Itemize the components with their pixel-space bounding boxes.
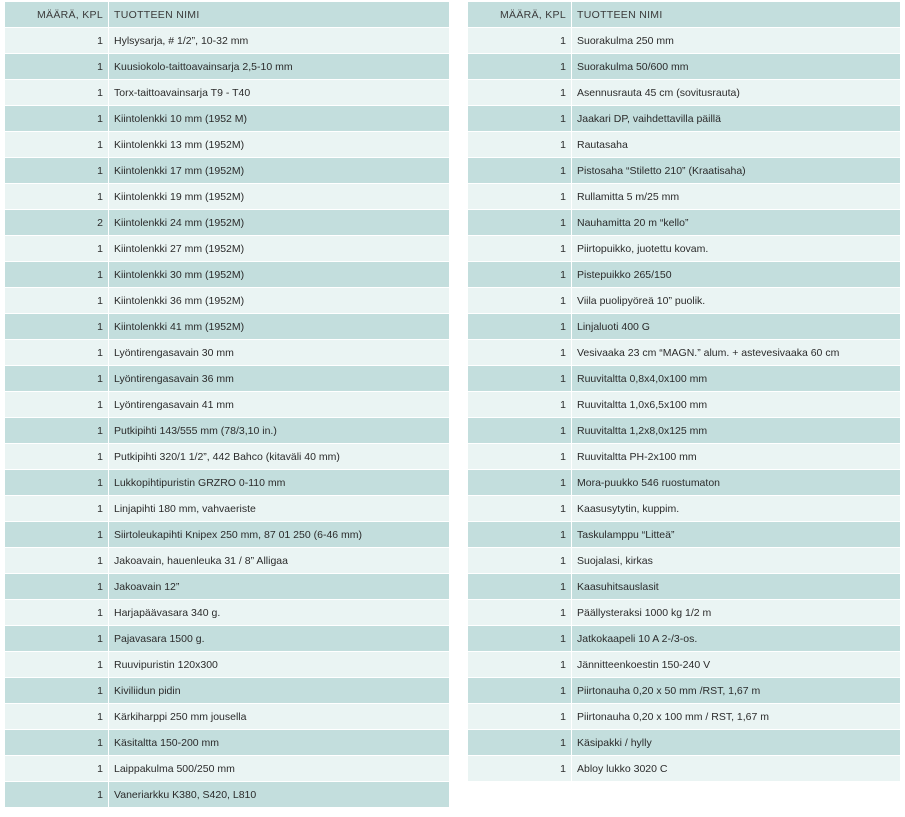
table-header-row (5, 2, 449, 28)
quantity-cell: 1 (5, 184, 109, 210)
table-row (468, 392, 900, 418)
table-row (5, 132, 449, 158)
table-row (5, 158, 449, 184)
quantity-cell: 1 (468, 704, 572, 730)
table-row (468, 184, 900, 210)
product-name-cell: Abloy lukko 3020 C (572, 756, 900, 782)
quantity-cell: 1 (5, 418, 109, 444)
quantity-cell: 1 (5, 652, 109, 678)
quantity-cell: 1 (468, 28, 572, 54)
product-name-cell: Käsitaltta 150-200 mm (109, 730, 449, 756)
quantity-cell: 1 (468, 678, 572, 704)
product-name-cell: Viila puolipyöreä 10” puolik. (572, 288, 900, 314)
table-row (5, 236, 449, 262)
table-row (5, 652, 449, 678)
quantity-cell: 1 (468, 444, 572, 470)
quantity-cell: 1 (5, 782, 109, 808)
product-name-cell: Kiviliidun pidin (109, 678, 449, 704)
quantity-cell: 1 (5, 158, 109, 184)
quantity-cell: 1 (5, 470, 109, 496)
table-row (5, 210, 449, 236)
table-row (468, 444, 900, 470)
product-name-cell: Kiintolenkki 17 mm (1952M) (109, 158, 449, 184)
product-name-cell: Jakoavain 12” (109, 574, 449, 600)
table-row (468, 652, 900, 678)
table-row (5, 704, 449, 730)
table-row (468, 80, 900, 106)
table-row (468, 262, 900, 288)
quantity-cell: 1 (5, 600, 109, 626)
product-name-cell: Ruuvitaltta PH-2x100 mm (572, 444, 900, 470)
quantity-cell: 1 (468, 652, 572, 678)
quantity-cell: 1 (468, 470, 572, 496)
product-name-cell: Ruuvipuristin 120x300 (109, 652, 449, 678)
table-row (5, 288, 449, 314)
table-row (5, 626, 449, 652)
table-row (5, 392, 449, 418)
product-name-cell: Käsipakki / hylly (572, 730, 900, 756)
table-row (5, 80, 449, 106)
table-row (468, 522, 900, 548)
product-name-cell: Pistepuikko 265/150 (572, 262, 900, 288)
table-row (468, 548, 900, 574)
quantity-cell: 1 (5, 288, 109, 314)
table-row (468, 418, 900, 444)
product-name-cell: Kaasusytytin, kuppim. (572, 496, 900, 522)
product-name-cell: Asennusrauta 45 cm (sovitusrauta) (572, 80, 900, 106)
quantity-cell: 1 (5, 28, 109, 54)
table-row (5, 418, 449, 444)
quantity-cell: 1 (5, 730, 109, 756)
table-header-row (468, 2, 900, 28)
table-row (468, 28, 900, 54)
table-row (468, 600, 900, 626)
quantity-cell: 1 (468, 600, 572, 626)
table-row (5, 54, 449, 80)
product-name-cell: Rullamitta 5 m/25 mm (572, 184, 900, 210)
product-name-cell: Kiintolenkki 41 mm (1952M) (109, 314, 449, 340)
product-name-cell: Rautasaha (572, 132, 900, 158)
product-name-cell: Suojalasi, kirkas (572, 548, 900, 574)
product-name-cell: Harjapäävasara 340 g. (109, 600, 449, 626)
quantity-cell: 1 (468, 548, 572, 574)
quantity-cell: 1 (468, 210, 572, 236)
product-name-cell: Pajavasara 1500 g. (109, 626, 449, 652)
product-name-cell: Ruuvitaltta 0,8x4,0x100 mm (572, 366, 900, 392)
table-row (5, 444, 449, 470)
product-name-cell: Jaakari DP, vaihdettavilla päillä (572, 106, 900, 132)
table-row (5, 600, 449, 626)
product-name-cell: Pistosaha “Stiletto 210” (Kraatisaha) (572, 158, 900, 184)
quantity-cell: 1 (468, 236, 572, 262)
table-row (5, 782, 449, 808)
quantity-cell: 1 (468, 132, 572, 158)
quantity-cell: 1 (468, 392, 572, 418)
qty-column-header: MÄÄRÄ, KPL (468, 2, 572, 28)
quantity-cell: 1 (5, 678, 109, 704)
table-row (468, 340, 900, 366)
product-name-cell: Ruuvitaltta 1,2x8,0x125 mm (572, 418, 900, 444)
quantity-cell: 1 (5, 626, 109, 652)
table-row (468, 496, 900, 522)
product-name-cell: Vaneriarkku K380, S420, L810 (109, 782, 449, 808)
product-name-cell: Kärkiharppi 250 mm jousella (109, 704, 449, 730)
table-row (468, 366, 900, 392)
product-name-cell: Laippakulma 500/250 mm (109, 756, 449, 782)
product-name-cell: Kaasuhitsauslasit (572, 574, 900, 600)
table-row (5, 314, 449, 340)
product-name-cell: Kiintolenkki 13 mm (1952M) (109, 132, 449, 158)
product-name-cell: Suorakulma 250 mm (572, 28, 900, 54)
quantity-cell: 1 (5, 574, 109, 600)
product-name-cell: Piirtonauha 0,20 x 50 mm /RST, 1,67 m (572, 678, 900, 704)
name-column-header: TUOTTEEN NIMI (109, 2, 449, 28)
table-row (468, 756, 900, 782)
product-name-cell: Siirtoleukapihti Knipex 250 mm, 87 01 250 (6-46 mm) (109, 522, 449, 548)
product-name-cell: Putkipihti 143/555 mm (78/3,10 in.) (109, 418, 449, 444)
product-name-cell: Jännitteenkoestin 150-240 V (572, 652, 900, 678)
quantity-cell: 1 (468, 314, 572, 340)
quantity-cell: 1 (468, 262, 572, 288)
product-name-cell: Ruuvitaltta 1,0x6,5x100 mm (572, 392, 900, 418)
quantity-cell: 1 (468, 418, 572, 444)
quantity-cell: 1 (5, 444, 109, 470)
product-name-cell: Kiintolenkki 30 mm (1952M) (109, 262, 449, 288)
quantity-cell: 1 (468, 366, 572, 392)
product-name-cell: Päällysteraksi 1000 kg 1/2 m (572, 600, 900, 626)
table-row (468, 730, 900, 756)
table-row (5, 262, 449, 288)
product-name-cell: Nauhamitta 20 m “kello” (572, 210, 900, 236)
quantity-cell: 1 (468, 106, 572, 132)
table-row (5, 730, 449, 756)
table-row (5, 184, 449, 210)
quantity-cell: 1 (468, 574, 572, 600)
product-name-cell: Jakoavain, hauenleuka 31 / 8” Alligaa (109, 548, 449, 574)
quantity-cell: 1 (5, 80, 109, 106)
table-row (5, 28, 449, 54)
product-name-cell: Putkipihti 320/1 1/2”, 442 Bahco (kitaväli 40 mm) (109, 444, 449, 470)
table-row (5, 678, 449, 704)
product-name-cell: Piirtonauha 0,20 x 100 mm / RST, 1,67 m (572, 704, 900, 730)
quantity-cell: 1 (5, 392, 109, 418)
name-column-header: TUOTTEEN NIMI (572, 2, 900, 28)
product-name-cell: Lyöntirengasavain 41 mm (109, 392, 449, 418)
quantity-cell: 1 (5, 704, 109, 730)
product-name-cell: Hylsysarja, # 1/2”, 10-32 mm (109, 28, 449, 54)
product-name-cell: Torx-taittoavainsarja T9 - T40 (109, 80, 449, 106)
quantity-cell: 1 (468, 522, 572, 548)
quantity-cell: 1 (5, 756, 109, 782)
quantity-cell: 1 (468, 496, 572, 522)
product-name-cell: Piirtopuikko, juotettu kovam. (572, 236, 900, 262)
product-name-cell: Kiintolenkki 24 mm (1952M) (109, 210, 449, 236)
table-row (468, 704, 900, 730)
quantity-cell: 1 (5, 522, 109, 548)
quantity-cell: 1 (5, 548, 109, 574)
quantity-cell: 1 (5, 106, 109, 132)
table-row (5, 366, 449, 392)
quantity-cell: 1 (5, 132, 109, 158)
product-name-cell: Kuusiokolo-taittoavainsarja 2,5-10 mm (109, 54, 449, 80)
table-row (5, 548, 449, 574)
table-row (468, 314, 900, 340)
table-row (468, 678, 900, 704)
quantity-cell: 1 (468, 184, 572, 210)
product-name-cell: Kiintolenkki 10 mm (1952 M) (109, 106, 449, 132)
quantity-cell: 1 (5, 54, 109, 80)
quantity-cell: 1 (468, 730, 572, 756)
right-inventory-table (468, 2, 900, 782)
table-row (468, 132, 900, 158)
table-row (468, 574, 900, 600)
quantity-cell: 1 (5, 262, 109, 288)
product-name-cell: Jatkokaapeli 10 A 2-/3-os. (572, 626, 900, 652)
quantity-cell: 2 (5, 210, 109, 236)
table-row (468, 470, 900, 496)
quantity-cell: 1 (5, 236, 109, 262)
qty-column-header: MÄÄRÄ, KPL (5, 2, 109, 28)
quantity-cell: 1 (468, 626, 572, 652)
quantity-cell: 1 (5, 314, 109, 340)
table-row (468, 236, 900, 262)
product-name-cell: Kiintolenkki 36 mm (1952M) (109, 288, 449, 314)
table-row (5, 756, 449, 782)
product-name-cell: Vesivaaka 23 cm “MAGN.” alum. + astevesivaaka 60 cm (572, 340, 900, 366)
table-row (468, 210, 900, 236)
quantity-cell: 1 (468, 756, 572, 782)
table-row (468, 54, 900, 80)
table-row (5, 574, 449, 600)
quantity-cell: 1 (5, 340, 109, 366)
table-row (5, 470, 449, 496)
table-row (468, 158, 900, 184)
quantity-cell: 1 (5, 496, 109, 522)
product-name-cell: Kiintolenkki 27 mm (1952M) (109, 236, 449, 262)
product-name-cell: Taskulamppu “Litteä” (572, 522, 900, 548)
product-name-cell: Lyöntirengasavain 30 mm (109, 340, 449, 366)
table-row (5, 522, 449, 548)
quantity-cell: 1 (5, 366, 109, 392)
product-name-cell: Kiintolenkki 19 mm (1952M) (109, 184, 449, 210)
table-row (5, 496, 449, 522)
quantity-cell: 1 (468, 288, 572, 314)
product-name-cell: Suorakulma 50/600 mm (572, 54, 900, 80)
product-name-cell: Linjapihti 180 mm, vahvaeriste (109, 496, 449, 522)
table-row (468, 626, 900, 652)
quantity-cell: 1 (468, 80, 572, 106)
quantity-cell: 1 (468, 54, 572, 80)
table-row (5, 340, 449, 366)
left-inventory-table (5, 2, 449, 808)
product-name-cell: Linjaluoti 400 G (572, 314, 900, 340)
product-name-cell: Lukkopihtipuristin GRZRO 0-110 mm (109, 470, 449, 496)
quantity-cell: 1 (468, 340, 572, 366)
table-row (5, 106, 449, 132)
quantity-cell: 1 (468, 158, 572, 184)
table-row (468, 106, 900, 132)
table-row (468, 288, 900, 314)
product-name-cell: Mora-puukko 546 ruostumaton (572, 470, 900, 496)
product-name-cell: Lyöntirengasavain 36 mm (109, 366, 449, 392)
